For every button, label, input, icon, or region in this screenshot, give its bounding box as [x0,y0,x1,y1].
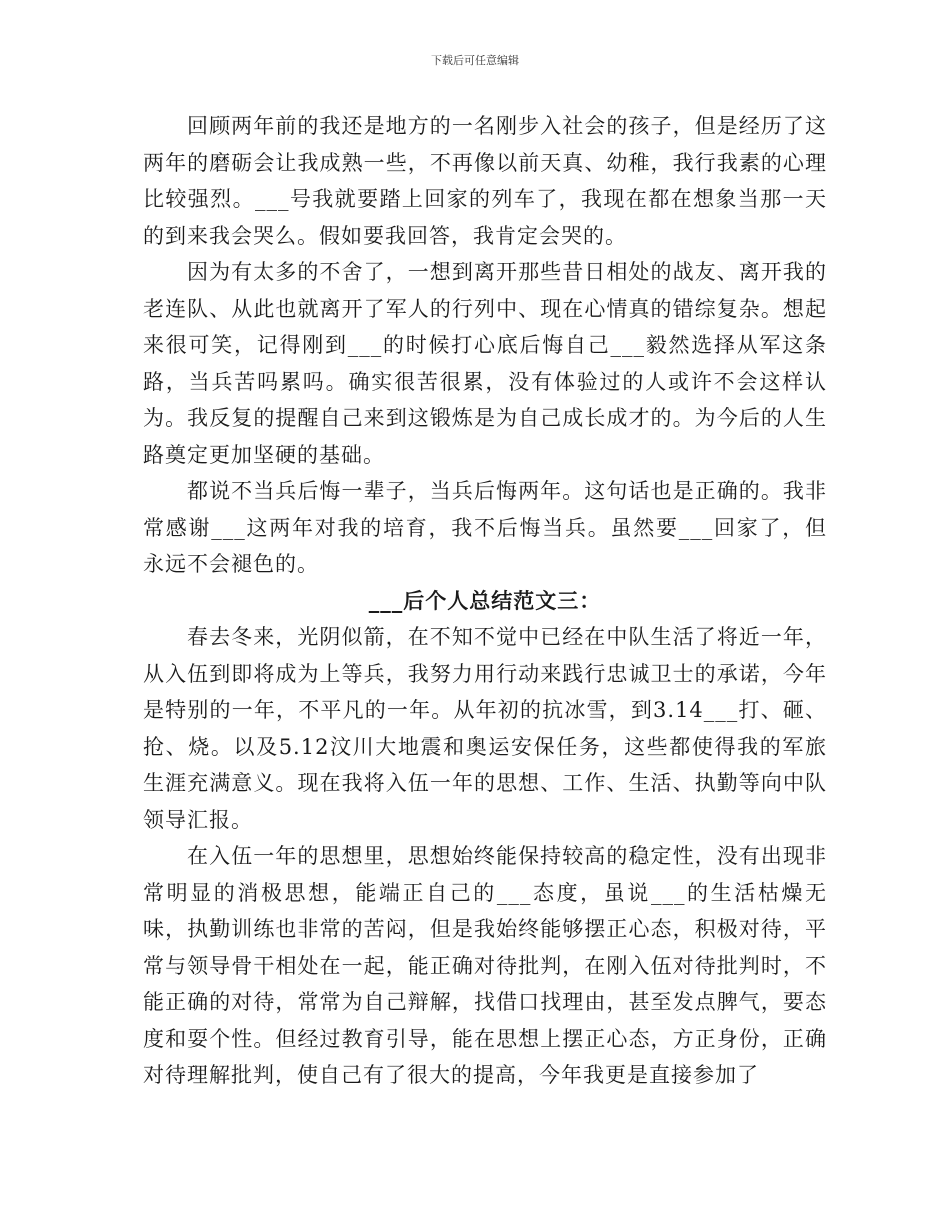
paragraph-no-regret: 都说不当兵后悔一辈子，当兵后悔两年。这句话也是正确的。我非常感谢___这两年对我的培育，我不后悔当兵。虽然要___回家了，但永远不会褪色的。 [143,479,827,576]
paragraph-reluctance: 因为有太多的不舍了，一想到离开那些昔日相处的战友、离开我的老连队、从此也就离开了军人的行列中、现在心情真的错综复杂。想起来很可笑，记得刚到___的时候打心底后悔自己___毅然选择从军这条路，当兵苦吗累吗。确实很苦很累，没有体验过的人或许不会这样认为。我反复的提醒自己来到这锻炼是为自己成长成才的。为今后的人生路奠定更加坚硬的基础。 [143,260,827,467]
document-body [143,108,827,1094]
paragraph-thought: 在入伍一年的思想里，思想始终能保持较高的稳定性，没有出现非常明显的消极思想，能端正自己的___态度，虽说___的生活枯燥无味，执勤训练也非常的苦闷，但是我始终能够摆正心态，积极对待，平常与领导骨干相处在一起，能正确对待批判，在刚入伍对待批判时，不能正确的对待，常常为自己辩解，找借口找理由，甚至发点脾气，要态度和耍个性。但经过教育引导，能在思想上摆正心态，方正身份，正确对待理解批判，使自己有了很大的提高，今年我更是直接参加了 [143,844,827,1087]
paragraph-year-summary: 春去冬来，光阴似箭，在不知不觉中已经在中队生活了将近一年，从入伍到即将成为上等兵，我努力用行动来践行忠诚卫士的承诺，今年是特别的一年，不平凡的一年。从年初的抗冰雪，到3.14___打、砸、抢、烧。以及5.12汶川大地震和奥运安保任务，这些都使得我的军旅生涯充满意义。现在我将入伍一年的思想、工作、生活、执勤等向中队领导汇报。 [143,625,827,832]
paragraph-review: 回顾两年前的我还是地方的一名刚步入社会的孩子，但是经历了这两年的磨砺会让我成熟一些，不再像以前天真、幼稚，我行我素的心理比较强烈。___号我就要踏上回家的列车了，我现在都在想象当那一天的到来我会哭么。假如要我回答，我肯定会哭的。 [143,114,827,248]
page-header: 下载后可任意编辑 [431,54,519,67]
section-heading: ___后个人总结范文三： [368,587,602,613]
